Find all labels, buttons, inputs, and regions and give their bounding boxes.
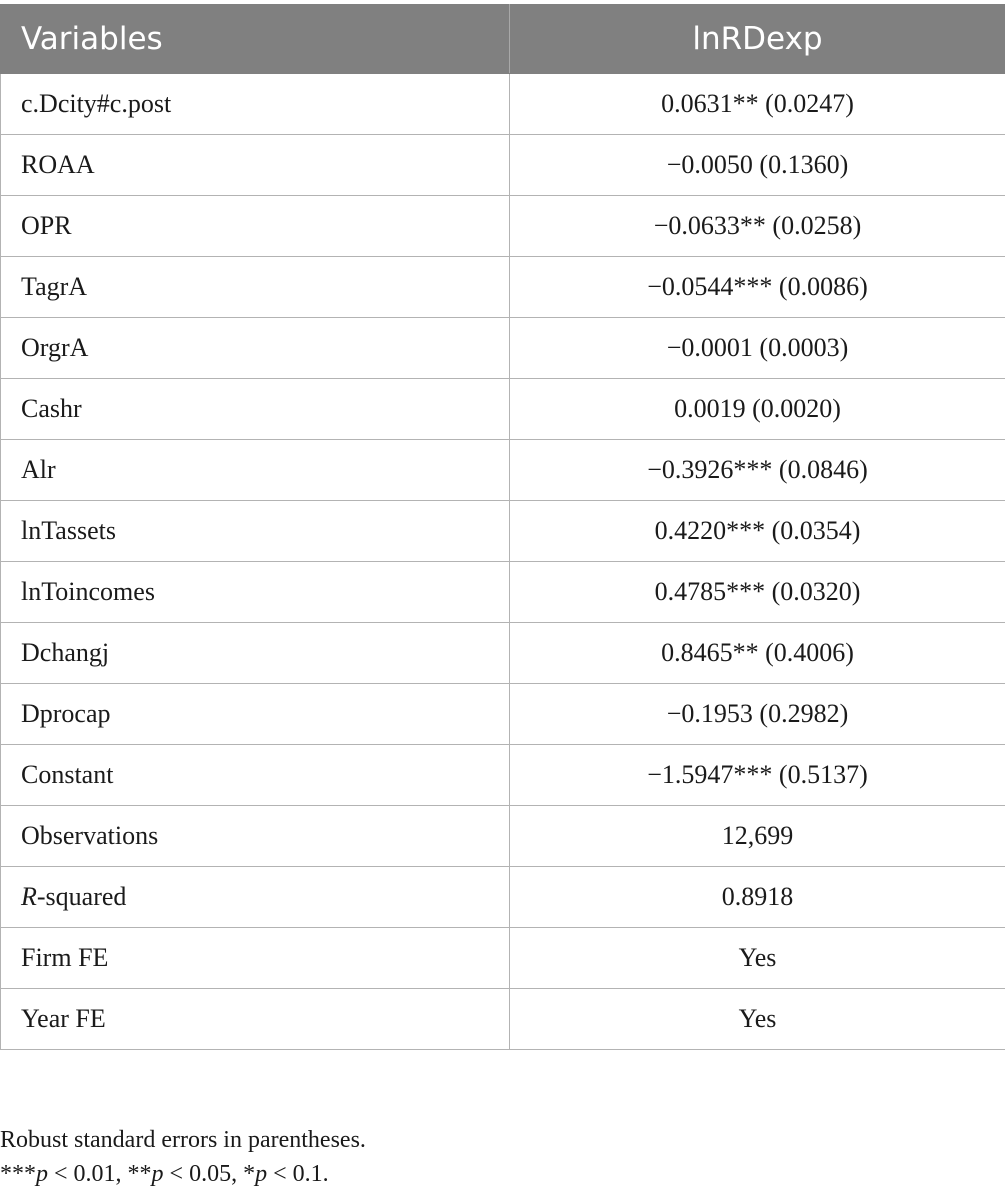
variable-name: c.Dcity#c.post <box>1 74 510 135</box>
table-row <box>1 135 1005 196</box>
fixed-effect-value: Yes <box>510 989 1005 1050</box>
coefficient-value: 0.4785*** (0.0320) <box>510 562 1005 623</box>
variable-name: Dchangj <box>1 623 510 684</box>
table-row <box>1 379 1005 440</box>
table-note-robust-errors: Robust standard errors in parentheses. <box>0 1127 366 1153</box>
table-row <box>1 928 1005 989</box>
table-row <box>1 867 1005 928</box>
table-row <box>1 684 1005 745</box>
variable-name: Constant <box>1 745 510 806</box>
coefficient-value: −0.0544*** (0.0086) <box>510 257 1005 318</box>
statistic-value: 12,699 <box>510 806 1005 867</box>
regression-results-table <box>0 4 1005 1050</box>
stars-one: * <box>243 1161 256 1187</box>
statistic-value: 0.8918 <box>510 867 1005 928</box>
coefficient-value: 0.0631** (0.0247) <box>510 74 1005 135</box>
variable-name: Firm FE <box>1 928 510 989</box>
coefficient-value: −0.0050 (0.1360) <box>510 135 1005 196</box>
coefficient-value: 0.4220*** (0.0354) <box>510 501 1005 562</box>
r-italic: R <box>21 882 37 911</box>
table-row <box>1 806 1005 867</box>
table-row <box>1 745 1005 806</box>
variable-name: OrgrA <box>1 318 510 379</box>
coefficient-value: −1.5947*** (0.5137) <box>510 745 1005 806</box>
table-row <box>1 623 1005 684</box>
threshold-005: < 0.05, <box>163 1161 244 1187</box>
table-note-significance <box>0 1161 329 1188</box>
header-lnrdexp: lnRDexp <box>510 5 1005 74</box>
r-squared-suffix: -squared <box>36 882 127 911</box>
variable-name: OPR <box>1 196 510 257</box>
table-row <box>1 257 1005 318</box>
coefficient-value: 0.8465** (0.4006) <box>510 623 1005 684</box>
threshold-01: < 0.1. <box>267 1161 329 1187</box>
table-row <box>1 989 1005 1050</box>
p-symbol: p <box>36 1161 48 1187</box>
threshold-001: < 0.01, <box>48 1161 128 1187</box>
fixed-effect-value: Yes <box>510 928 1005 989</box>
table-header-row <box>1 5 1005 74</box>
variable-name <box>1 867 510 928</box>
header-variables: Variables <box>1 5 510 74</box>
coefficient-value: −0.0001 (0.0003) <box>510 318 1005 379</box>
variable-name: TagrA <box>1 257 510 318</box>
coefficient-value: 0.0019 (0.0020) <box>510 379 1005 440</box>
variable-name: ROAA <box>1 135 510 196</box>
stars-two: ** <box>127 1161 152 1187</box>
coefficient-value: −0.3926*** (0.0846) <box>510 440 1005 501</box>
table-row <box>1 562 1005 623</box>
variable-name: lnToincomes <box>1 562 510 623</box>
p-symbol: p <box>151 1161 164 1187</box>
table-row <box>1 501 1005 562</box>
coefficient-value: −0.0633** (0.0258) <box>510 196 1005 257</box>
variable-name: Observations <box>1 806 510 867</box>
variable-name: Cashr <box>1 379 510 440</box>
stars-three: *** <box>0 1161 36 1187</box>
table-row <box>1 74 1005 135</box>
variable-name: lnTassets <box>1 501 510 562</box>
variable-name: Dprocap <box>1 684 510 745</box>
table-row <box>1 440 1005 501</box>
table-row <box>1 196 1005 257</box>
variable-name: Alr <box>1 440 510 501</box>
variable-name: Year FE <box>1 989 510 1050</box>
coefficient-value: −0.1953 (0.2982) <box>510 684 1005 745</box>
table-row <box>1 318 1005 379</box>
p-symbol: p <box>255 1161 268 1187</box>
